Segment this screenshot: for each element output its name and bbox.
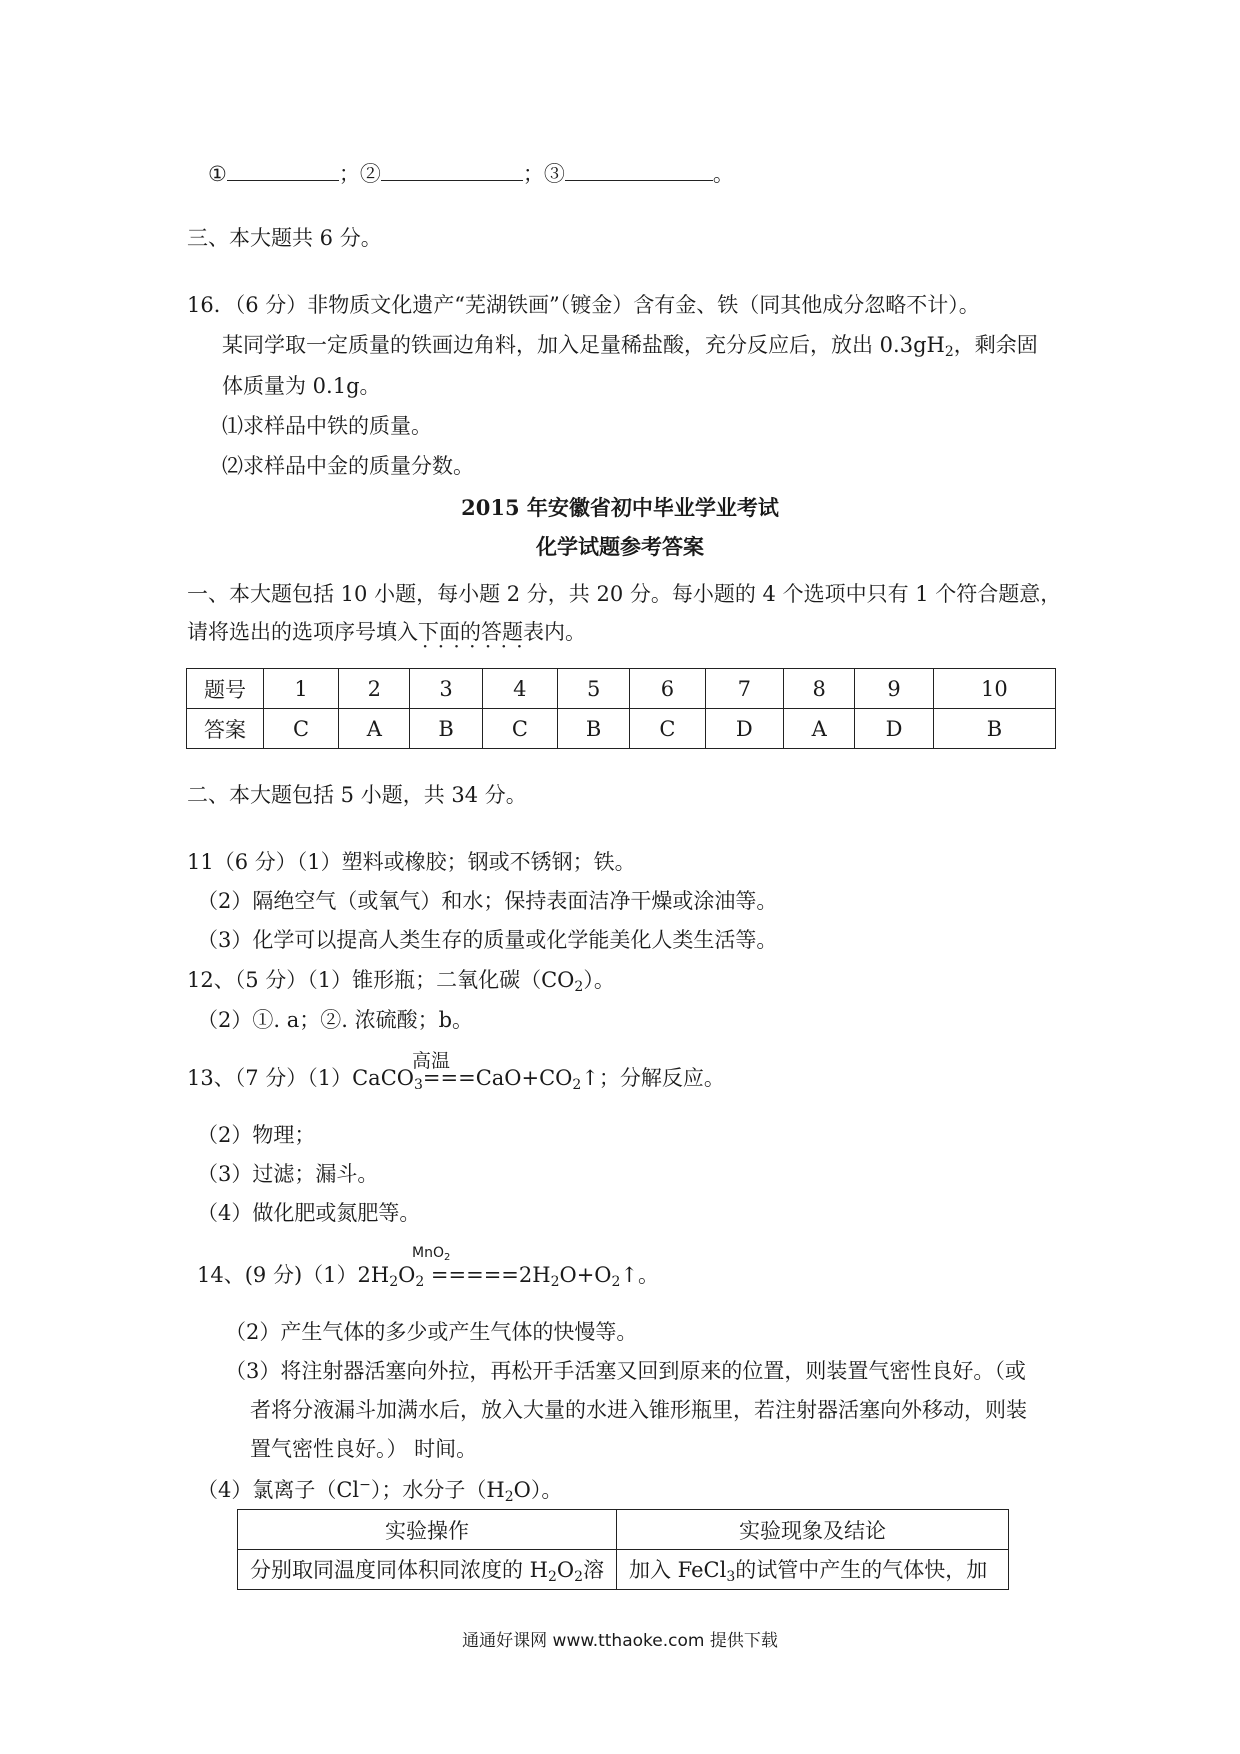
blank-3-label: ；③ [522,162,565,186]
q12-line-1: 12、（5 分）（1）锥形瓶；二氧化碳$(CO_2)$。 [187,968,615,995]
section-3-heading: 三、本大题共 6 分。 [187,226,382,250]
table-row [238,1550,1009,1590]
q13-line-2: （2）物理； [197,1123,316,1147]
table-cell: B [557,709,629,749]
q16-line-3: 体质量为 0.1g。 [222,374,381,398]
table-cell: B [410,709,482,749]
table-header-result: 实验现象及结论 [617,1510,1009,1550]
table-row [187,709,1056,749]
table-header-label: 题号 [187,669,264,709]
answer-table [186,668,1056,749]
q13-line-1: 13、（7 分）$(1)CaCO_3===CaO+CO_2↑$；分解反应。 [187,1066,725,1093]
table-cell: 10 [933,669,1055,709]
blank-end: 。 [712,162,734,186]
section-1-line-2: 请将选出的选项序号填入下面的答题表内 · · ·。 [187,622,586,643]
blanks-line [208,162,734,185]
q16-part-2: ⑵求样品中金的质量分数。 [222,454,474,478]
table-cell: 9 [855,669,934,709]
q14-line-2: （2）产生气体的多少或产生气体的快慢等。 [225,1320,638,1344]
table-header-operation: 实验操作 [238,1510,617,1550]
table-cell: 7 [705,669,784,709]
q14-line-6: （4）氯离子（Cl−）；水分子$(H_2O)$。 [197,1477,563,1505]
experiment-table [237,1509,1009,1590]
table-cell: A [784,709,855,749]
table-cell: 6 [630,669,705,709]
table-cell: D [855,709,934,749]
blank-1[interactable] [227,162,339,181]
footer-credit: 通通好课网 www.tthaoke.com 提供下载 [462,1631,778,1651]
table-cell: 3 [410,669,482,709]
table-cell: C [482,709,557,749]
table-cell: 1 [264,669,339,709]
q12-line-2: （2）①. a；②. 浓硫酸；b。 [197,1008,474,1032]
table-answer-label: 答案 [187,709,264,749]
q16-line-1: 16．（6 分）非物质文化遗产“芜湖铁画”（镀金）含有金、铁（同其他成分忽略不计）。 [187,293,980,317]
table-cell: C [264,709,339,749]
q14-line-1: 14、(9 分)$(1)2H_2O_2$ $=====2H_2O+O_2↑$。 [197,1263,660,1290]
table-cell: 4 [482,669,557,709]
q16-part-1: ⑴求样品中铁的质量。 [222,414,432,438]
reaction-condition-high-temp: 高温 [412,1050,451,1072]
table-cell: D [705,709,784,749]
q13-line-3: （3）过滤；漏斗。 [197,1162,379,1186]
answer-subtitle: 化学试题参考答案 [536,534,704,559]
answer-title: 2015 年安徽省初中毕业学业考试 [461,495,779,520]
blank-2-label: ；② [338,162,381,186]
q14-line-4: 者将分液漏斗加满水后，放入大量的水进入锥形瓶里，若注射器活塞向外移动，则装 [250,1398,1027,1422]
table-cell: 5 [557,669,629,709]
table-row [238,1510,1009,1550]
table-cell: B [933,709,1055,749]
table-cell: C [630,709,705,749]
emphasis-dots: 下面的答题表内 · · · [418,620,565,644]
catalyst-mno2: MnO$_2$ [412,1245,451,1263]
q16-line-2: 某同学取一定质量的铁画边角料，加入足量稀盐酸，充分反应后，放出 $0.3gH_2$，剩余固 [222,333,1038,360]
blank-1-label: ① [208,162,227,186]
section-1-line-1: 一、本大题包括 10 小题，每小题 2 分，共 20 分。每小题的 4 个选项中只有 1 个符合题意， [187,582,1062,606]
blank-2[interactable] [381,162,523,181]
q11-line-1: 11（6 分）（1）塑料或橡胶；钢或不锈钢；铁。 [187,850,636,874]
blank-3[interactable] [565,162,713,181]
q14-line-3: （3）将注射器活塞向外拉，再松开手活塞又回到原来的位置，则装置气密性良好。（或 [225,1359,1026,1383]
q11-line-3: （3）化学可以提高人类生存的质量或化学能美化人类生活等。 [197,928,778,952]
q14-line-5: 置气密性良好。） 时间。 [250,1437,478,1461]
q13-line-4: （4）做化肥或氮肥等。 [197,1201,421,1225]
q11-line-2: （2）隔绝空气（或氧气）和水；保持表面洁净干燥或涂油等。 [197,889,778,913]
table-cell-operation: 分别取同温度同体积同浓度的 $H_2O_2$溶 [238,1550,617,1590]
table-cell: 2 [339,669,410,709]
table-cell-result: 加入 FeCl$_3$的试管中产生的气体快，加 [617,1550,1009,1590]
section-2-heading: 二、本大题包括 5 小题，共 34 分。 [187,783,527,807]
table-cell: A [339,709,410,749]
table-cell: 8 [784,669,855,709]
table-row [187,669,1056,709]
